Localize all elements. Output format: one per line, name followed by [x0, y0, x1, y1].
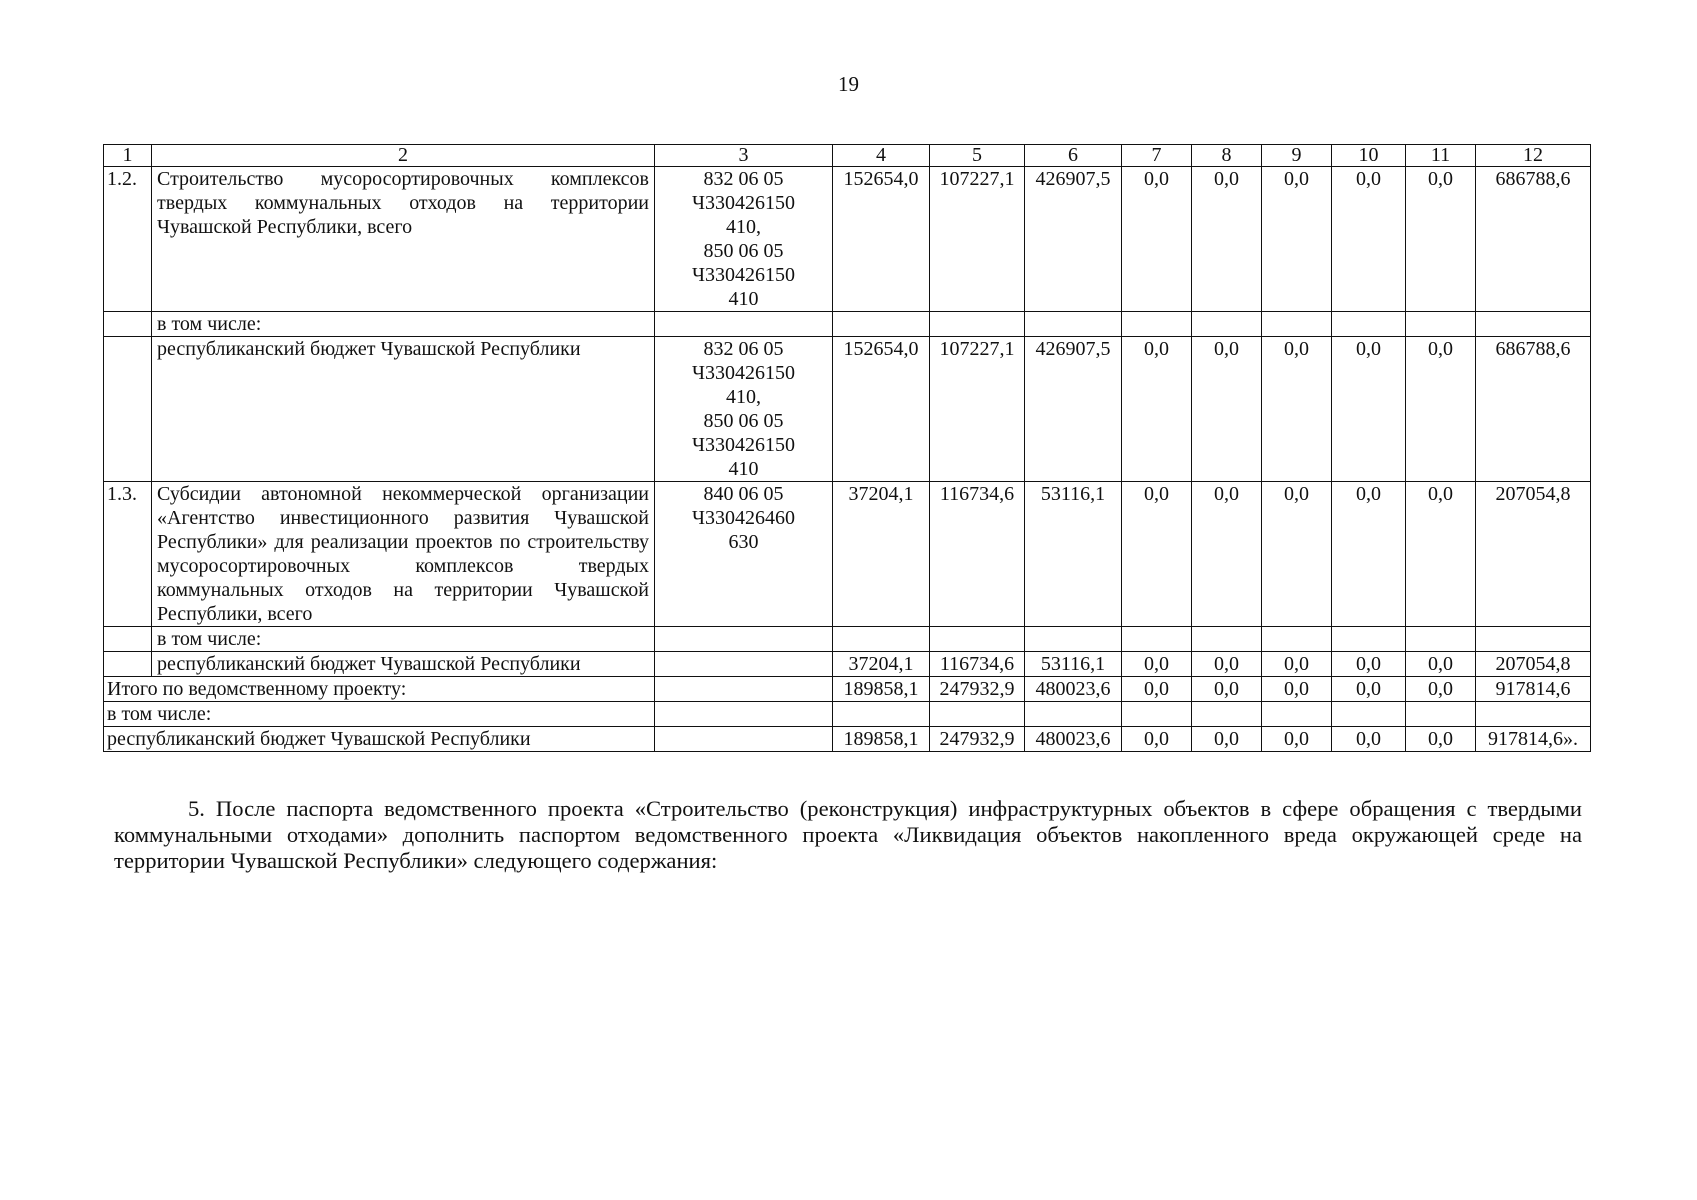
row-number	[104, 627, 152, 652]
row-name: Итого по ведомственному проекту:	[104, 677, 655, 702]
column-number-cell: 1	[104, 145, 152, 167]
row-number	[104, 312, 152, 337]
budget-code-line: 850 06 05	[703, 240, 784, 262]
value-cell	[1332, 312, 1406, 337]
value-cell: 0,0	[1262, 652, 1332, 677]
budget-code-line: 850 06 05	[703, 410, 784, 432]
value-cell	[1122, 702, 1192, 727]
value-cell: 0,0	[1122, 482, 1192, 627]
value-cell: 0,0	[1406, 482, 1476, 627]
budget-code	[655, 167, 833, 312]
value-cell	[930, 312, 1025, 337]
value-cell: 0,0	[1122, 167, 1192, 312]
value-cell	[1025, 702, 1122, 727]
value-cell	[1262, 627, 1332, 652]
value-cell: 0,0	[1192, 167, 1262, 312]
budget-code	[655, 482, 833, 627]
budget-code-line: 840 06 05	[703, 483, 784, 505]
row-number: 1.2.	[104, 167, 152, 312]
row-name: республиканский бюджет Чувашской Республики	[152, 337, 655, 482]
budget-code	[655, 652, 833, 677]
value-cell: 0,0	[1332, 652, 1406, 677]
budget-code-line: 410	[728, 288, 759, 310]
budget-code-line: 630	[728, 531, 759, 553]
value-cell: 0,0	[1406, 337, 1476, 482]
value-cell: 0,0	[1262, 677, 1332, 702]
row-name: в том числе:	[152, 312, 655, 337]
value-cell	[1332, 702, 1406, 727]
value-cell	[1406, 312, 1476, 337]
value-cell: 152654,0	[833, 167, 930, 312]
value-cell: 917814,6	[1476, 677, 1591, 702]
row-name: Субсидии автономной некоммерческой организации «Агентство инвестиционного развития Чувашской Республики» для реализации проектов по строительству мусоросортировочных комплексов твердых коммунальных отходов на территории Чувашской Республики, всего	[152, 482, 655, 627]
budget-code-line: 832 06 05	[703, 168, 784, 190]
budget-code-line: 410,	[726, 386, 761, 408]
value-cell: 0,0	[1262, 167, 1332, 312]
value-cell	[1122, 312, 1192, 337]
value-cell: 107227,1	[930, 167, 1025, 312]
value-cell: 207054,8	[1476, 652, 1591, 677]
value-cell: 0,0	[1406, 677, 1476, 702]
page-number: 19	[838, 72, 859, 96]
value-cell	[1262, 312, 1332, 337]
value-cell	[1476, 312, 1591, 337]
value-cell: 480023,6	[1025, 727, 1122, 752]
value-cell	[1476, 702, 1591, 727]
row-name: Строительство мусоросортировочных комплексов твердых коммунальных отходов на территории Чувашской Республики, всего	[152, 167, 655, 312]
budget-code	[655, 312, 833, 337]
table-row-total	[104, 727, 1591, 752]
row-number	[104, 337, 152, 482]
value-cell	[1192, 702, 1262, 727]
row-name: в том числе:	[152, 627, 655, 652]
budget-code	[655, 627, 833, 652]
value-cell: 247932,9	[930, 727, 1025, 752]
value-cell: 116734,6	[930, 482, 1025, 627]
table-row-item	[104, 482, 1591, 627]
column-number-cell: 9	[1262, 145, 1332, 167]
column-number-cell: 5	[930, 145, 1025, 167]
value-cell	[1406, 702, 1476, 727]
table-row-sub	[104, 337, 1591, 482]
budget-code-line: Ч330426460	[692, 507, 795, 529]
value-cell	[833, 312, 930, 337]
value-cell: 0,0	[1192, 652, 1262, 677]
budget-code-line: Ч330426150	[692, 192, 795, 214]
budget-table	[103, 144, 1591, 752]
value-cell	[930, 627, 1025, 652]
column-number-cell: 6	[1025, 145, 1122, 167]
value-cell: 0,0	[1122, 652, 1192, 677]
table-body	[104, 145, 1591, 752]
table-row-total-subheader	[104, 702, 1591, 727]
value-cell: 0,0	[1262, 727, 1332, 752]
row-name: республиканский бюджет Чувашской Республики	[104, 727, 655, 752]
table-row-subheader	[104, 627, 1591, 652]
table-row-sub	[104, 652, 1591, 677]
value-cell: 426907,5	[1025, 337, 1122, 482]
value-cell	[1192, 627, 1262, 652]
closing-paragraph: 5. После паспорта ведомственного проекта «Строительство (реконструкция) инфраструктурных объектов в сфере обращения с твердыми коммунальными отходами» дополнить паспортом ведомственного проекта «Ликвидация объектов накопленного вреда окружающей среде на территории Чувашской Республики» следующего содержания:	[114, 796, 1582, 873]
value-cell: 116734,6	[930, 652, 1025, 677]
value-cell: 0,0	[1332, 482, 1406, 627]
value-cell: 247932,9	[930, 677, 1025, 702]
row-number	[104, 652, 152, 677]
value-cell	[1025, 312, 1122, 337]
value-cell	[1332, 627, 1406, 652]
value-cell	[1476, 627, 1591, 652]
budget-code-line: 410,	[726, 216, 761, 238]
value-cell: 0,0	[1192, 727, 1262, 752]
column-number-cell: 2	[152, 145, 655, 167]
value-cell: 37204,1	[833, 482, 930, 627]
budget-code-line: Ч330426150	[692, 264, 795, 286]
value-cell: 0,0	[1406, 652, 1476, 677]
value-cell: 0,0	[1406, 727, 1476, 752]
value-cell: 37204,1	[833, 652, 930, 677]
budget-code-line: Ч330426150	[692, 362, 795, 384]
value-cell: 0,0	[1406, 167, 1476, 312]
value-cell	[1262, 702, 1332, 727]
column-number-cell: 8	[1192, 145, 1262, 167]
code-cell	[655, 702, 833, 727]
column-number-row	[104, 145, 1591, 167]
value-cell: 0,0	[1122, 337, 1192, 482]
table-row-item	[104, 167, 1591, 312]
value-cell: 0,0	[1332, 167, 1406, 312]
value-cell	[1025, 627, 1122, 652]
value-cell: 207054,8	[1476, 482, 1591, 627]
value-cell	[930, 702, 1025, 727]
code-cell	[655, 677, 833, 702]
column-number-cell: 4	[833, 145, 930, 167]
column-number-cell: 10	[1332, 145, 1406, 167]
value-cell: 686788,6	[1476, 167, 1591, 312]
value-cell: 53116,1	[1025, 482, 1122, 627]
value-cell: 189858,1	[833, 727, 930, 752]
table-row-subheader	[104, 312, 1591, 337]
column-number-cell: 3	[655, 145, 833, 167]
table-row-total	[104, 677, 1591, 702]
code-cell	[655, 727, 833, 752]
column-number-cell: 7	[1122, 145, 1192, 167]
value-cell: 189858,1	[833, 677, 930, 702]
value-cell: 152654,0	[833, 337, 930, 482]
value-cell: 0,0	[1332, 727, 1406, 752]
value-cell: 0,0	[1332, 677, 1406, 702]
value-cell: 53116,1	[1025, 652, 1122, 677]
value-cell: 0,0	[1192, 677, 1262, 702]
budget-code-line: Ч330426150	[692, 434, 795, 456]
value-cell: 917814,6».	[1476, 727, 1591, 752]
value-cell	[1406, 627, 1476, 652]
column-number-cell: 11	[1406, 145, 1476, 167]
budget-code	[655, 337, 833, 482]
budget-code-line: 832 06 05	[703, 338, 784, 360]
row-name: республиканский бюджет Чувашской Республики	[152, 652, 655, 677]
value-cell: 0,0	[1122, 677, 1192, 702]
value-cell	[833, 702, 930, 727]
value-cell: 426907,5	[1025, 167, 1122, 312]
row-number: 1.3.	[104, 482, 152, 627]
value-cell	[833, 627, 930, 652]
value-cell: 107227,1	[930, 337, 1025, 482]
column-number-cell: 12	[1476, 145, 1591, 167]
budget-code-line: 410	[728, 458, 759, 480]
value-cell: 0,0	[1262, 482, 1332, 627]
value-cell: 0,0	[1332, 337, 1406, 482]
value-cell: 0,0	[1262, 337, 1332, 482]
value-cell	[1122, 627, 1192, 652]
value-cell: 0,0	[1192, 337, 1262, 482]
value-cell: 480023,6	[1025, 677, 1122, 702]
value-cell: 686788,6	[1476, 337, 1591, 482]
row-name: в том числе:	[104, 702, 655, 727]
value-cell: 0,0	[1122, 727, 1192, 752]
value-cell: 0,0	[1192, 482, 1262, 627]
value-cell	[1192, 312, 1262, 337]
